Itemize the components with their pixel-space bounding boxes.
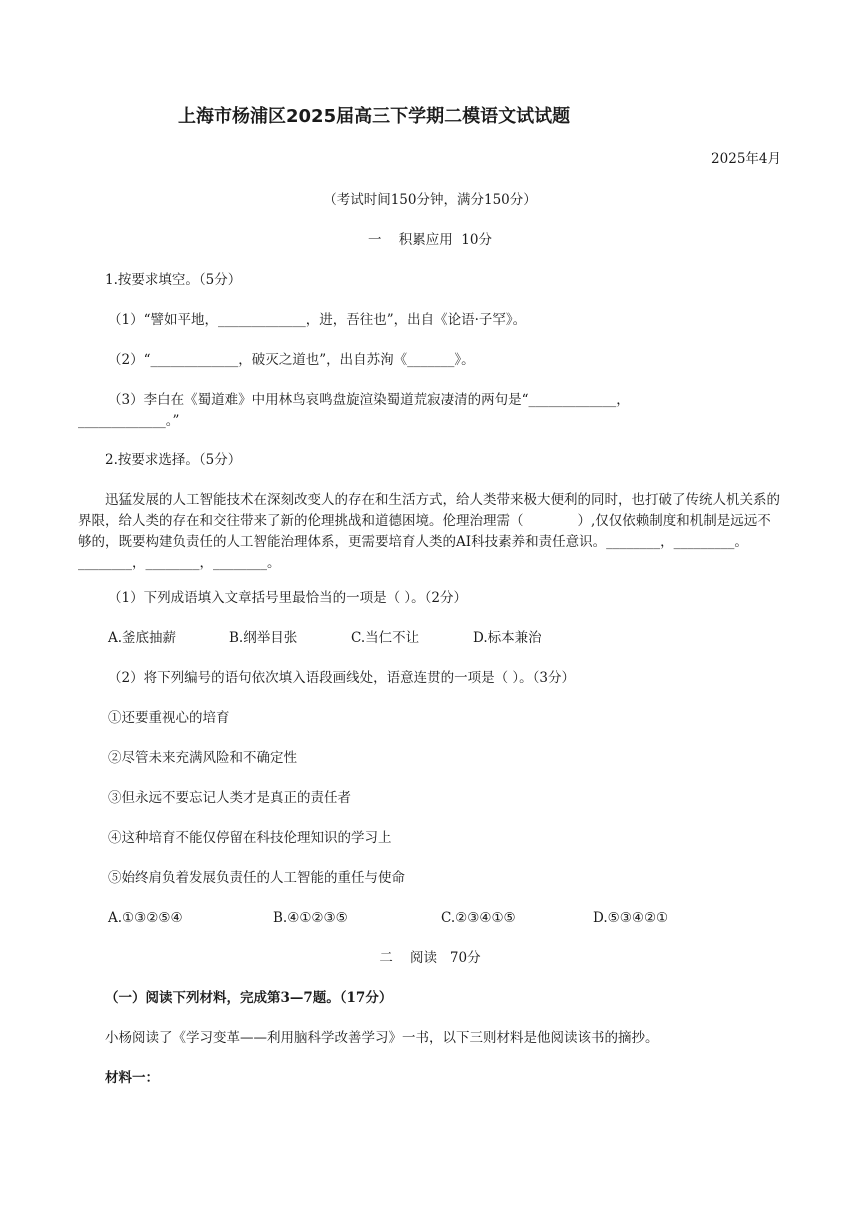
section-1-title: （一）阅读下列材料，完成第3—7题。（17分） [105,990,393,1006]
sentence-4: ④这种培育不能仅停留在科技伦理知识的学习上 [108,830,392,846]
option-1-b: B.纲举目张 [229,630,298,646]
material-1-label: 材料一： [105,1070,159,1086]
exam-info: （考试时间150分钟，满分150分） [323,192,537,208]
sentence-3: ③但永远不要忘记人类才是真正的责任者 [108,790,351,806]
sentence-5: ⑤始终肩负着发展负责任的人工智能的重任与使命 [108,870,405,886]
sentence-2: ②尽管未来充满风险和不确定性 [108,750,297,766]
option-2-c: C.②③④①⑤ [441,910,516,926]
section-heading-part2: 二 阅读 70分 [379,950,481,966]
question-1-subitem-1: （1）“譬如平地，_____________，进，吾往也”，出自《论语·子罕》。 [108,312,527,328]
question-2-subitem-2: （2）将下列编号的语句依次填入语段画线处，语意连贯的一项是（ ）。（3分） [108,670,575,686]
option-2-d: D.⑤③④②① [593,910,669,926]
question-1-subitem-3: （3）李白在《蜀道难》中用林鸟哀鸣盘旋渲染蜀道荒寂凄清的两句是“_____________， [108,392,630,408]
reading-intro: 小杨阅读了《学习变革——利用脑科学改善学习》一书，以下三则材料是他阅读该书的摘抄。 [105,1030,659,1046]
question-1-subitem-2: （2）“_____________，破灭之道也”，出自苏洵《_______》。 [108,352,475,368]
option-2-b: B.④①②③⑤ [273,910,348,926]
question-2-subitem-1: （1）下列成语填入文章括号里最恰当的一项是（ ）。（2分） [108,590,467,606]
section-heading-part1: 一 积累应用 10分 [368,232,492,248]
option-2-a: A.①③②⑤④ [108,910,183,926]
question-1-stem: 1.按要求填空。（5分） [105,272,242,288]
page-title: 上海市杨浦区2025届高三下学期二模语文试试题 [178,106,571,127]
question-1-subitem-3-continued: _____________。” [78,413,180,429]
option-1-c: C.当仁不让 [351,630,420,646]
question-2-stem: 2.按要求选择。（5分） [105,452,242,468]
question-2-passage [78,490,780,574]
question-2-passage-text: 迅猛发展的人工智能技术在深刻改变人的存在和生活方式，给人类带来极大便利的同时，也打破了传统人机关系的界限，给人类的存在和交往带来了新的伦理挑战和道德困境。伦理治理需（ ）,仅仅依赖制度和机制是远远不够的，既要构建负责任的人工智能治理体系，更需要培育人类的AI科技素养和责任意识。________，_________。________，________，________。 [78,492,780,571]
sentence-1: ①还要重视心的培育 [108,710,230,726]
option-1-d: D.标本兼治 [473,630,542,646]
exam-date: 2025年4月 [711,151,781,167]
option-1-a: A.釜底抽薪 [108,630,177,646]
